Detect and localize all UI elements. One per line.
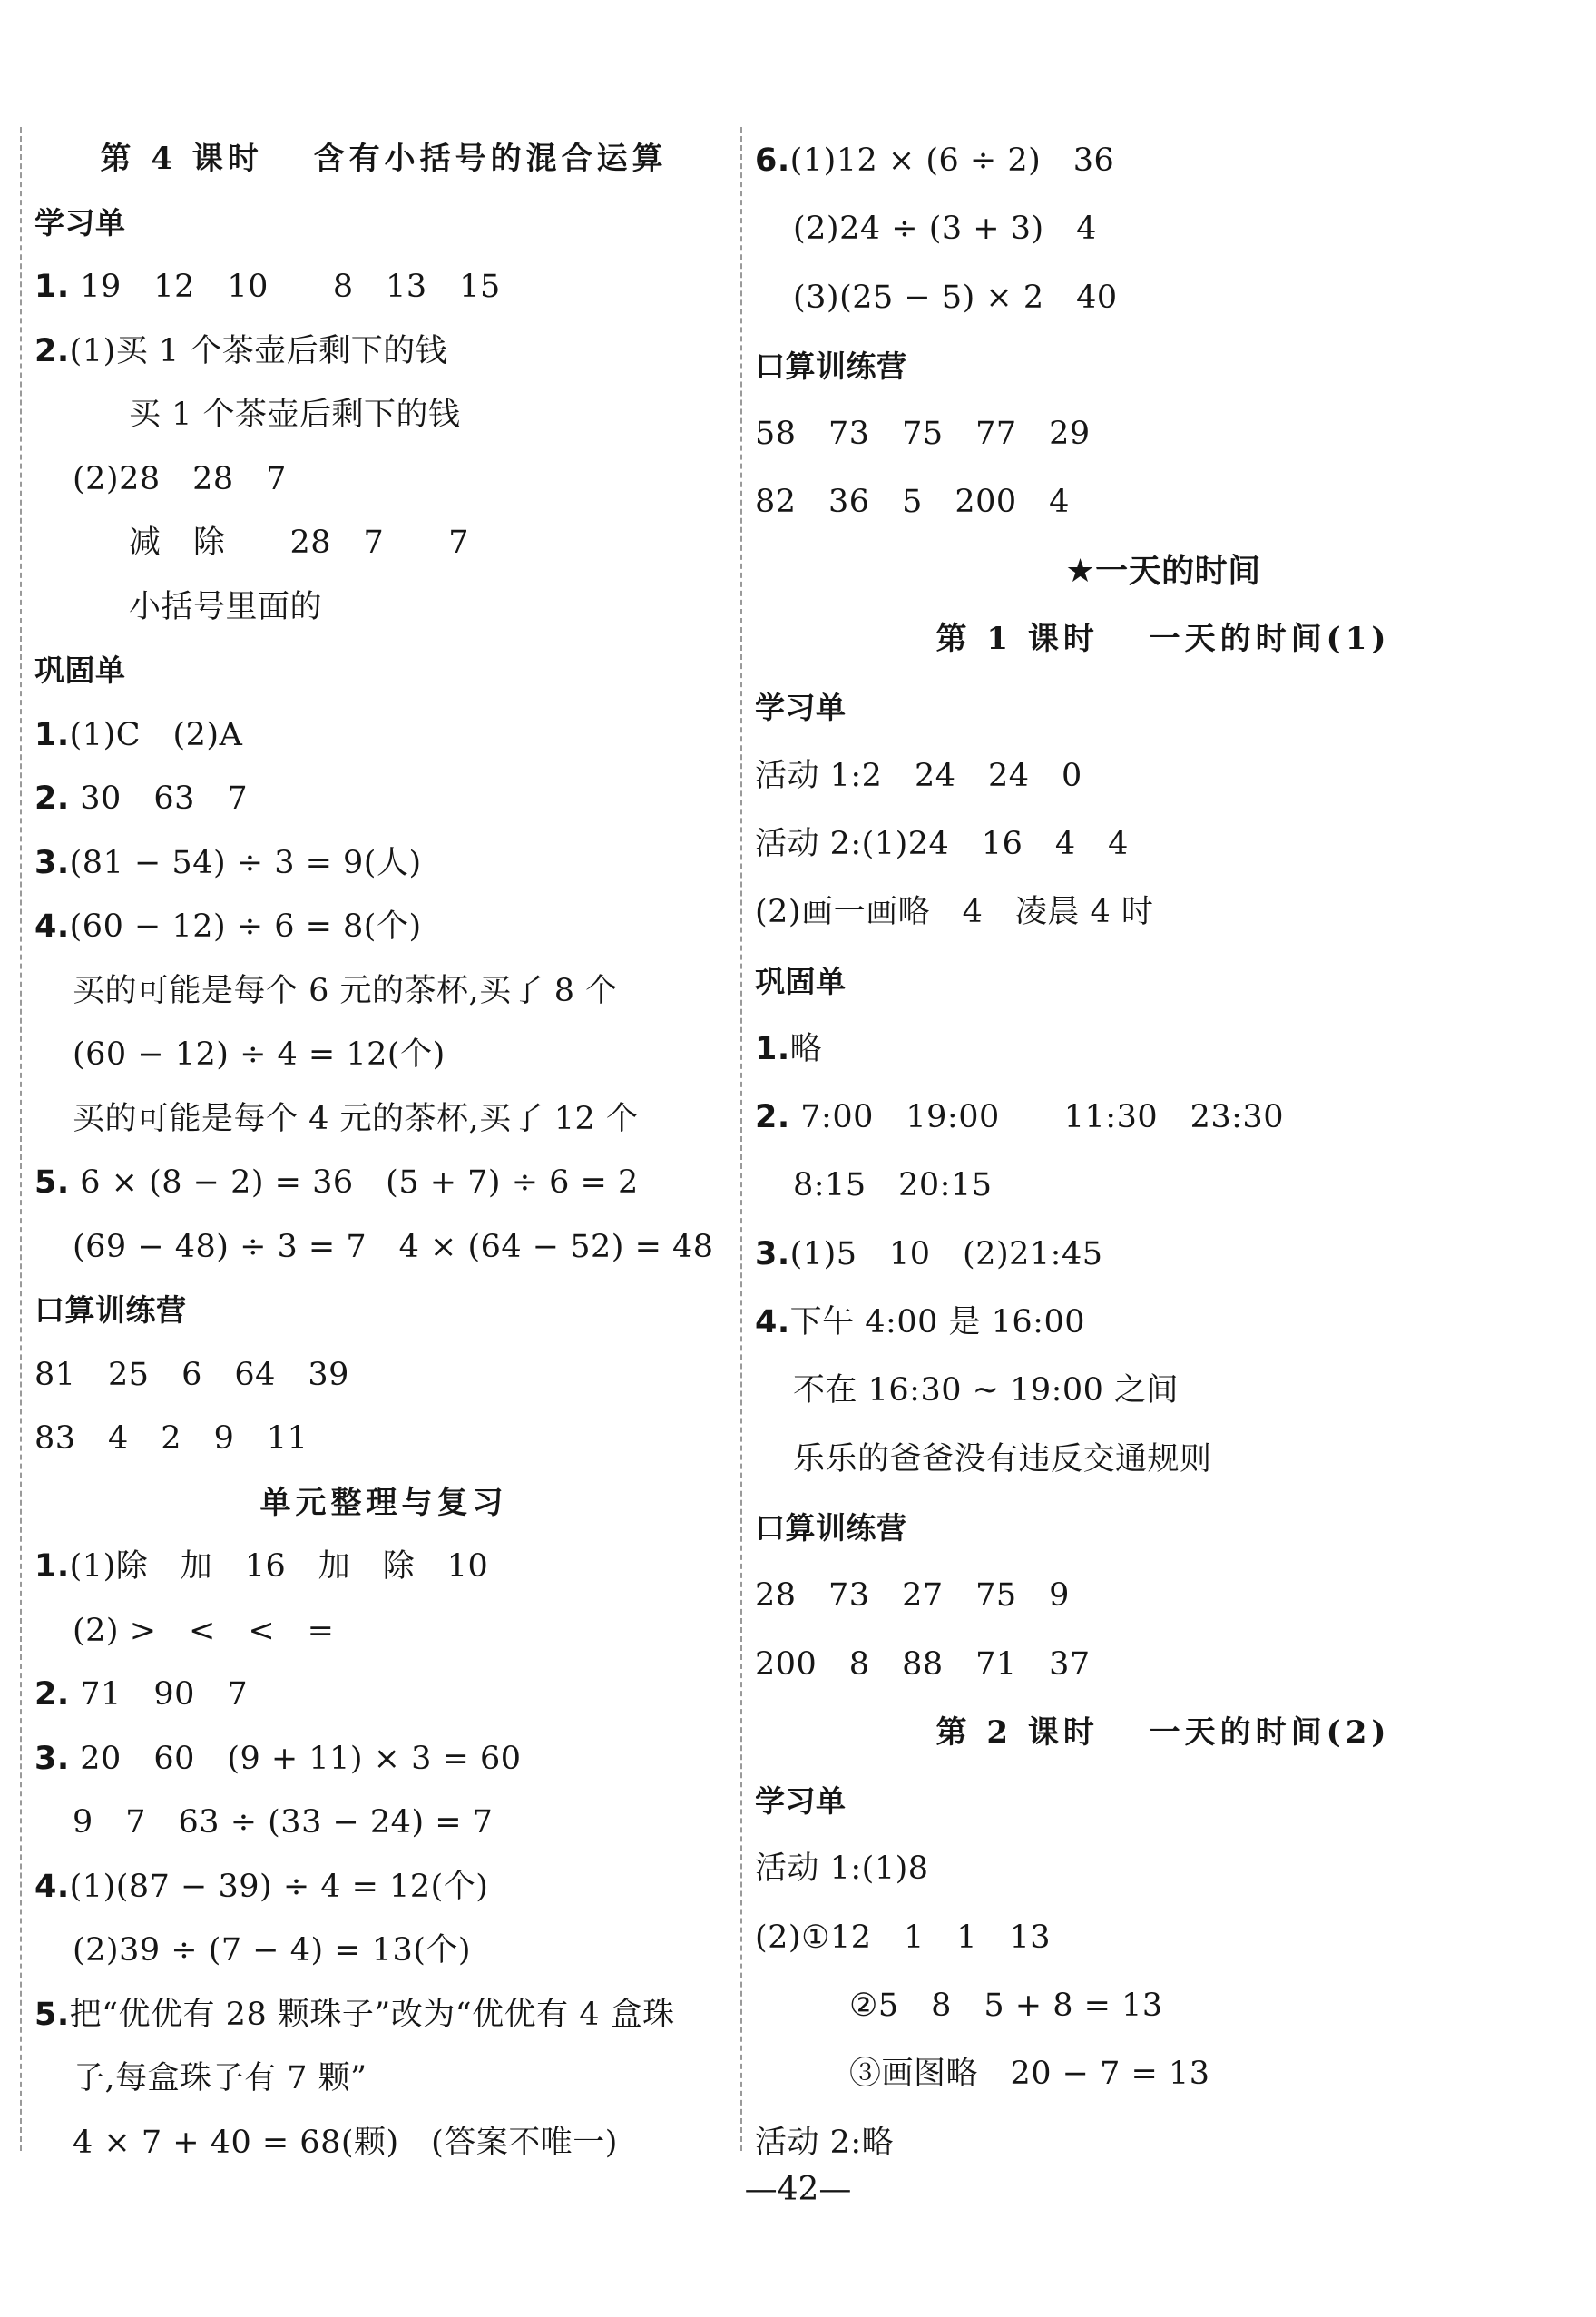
answer-item [34, 831, 733, 896]
answer-line: 买 1 个茶壶后剩下的钱 [129, 397, 461, 433]
item-text: (60 − 12) ÷ 6 = 8(个) [69, 908, 422, 945]
section-heading: 巩固单 [755, 963, 847, 999]
item-number: 6. [755, 142, 790, 179]
answer-line: 200 8 88 71 37 [755, 1645, 1091, 1683]
answer-line: 活动 1:(1)8 [755, 1851, 929, 1888]
lesson-heading: 第 4 课时 含有小括号的混合运算 [100, 141, 668, 177]
answer-line: 活动 2:略 [755, 2124, 895, 2161]
item-text: 下午 4:00 是 16:00 [789, 1304, 1085, 1341]
answer-item [34, 895, 733, 959]
answer-line: 活动 1:2 24 24 0 [755, 757, 1082, 794]
item-text: 20 60 (9 + 11) × 3 = 60 [69, 1740, 522, 1777]
answer-line: 83 4 2 9 11 [34, 1420, 308, 1457]
item-number: 2. [34, 332, 70, 369]
item-text: (1)买 1 个茶壶后剩下的钱 [69, 332, 448, 369]
page-number: —42— [744, 2171, 852, 2208]
answer-line: 4 × 7 + 40 = 68(颗) (答案不唯一) [73, 2124, 618, 2161]
right-column [755, 127, 1572, 2177]
answer-item [34, 1151, 733, 1215]
answer-line: (69 − 48) ÷ 3 = 7 4 × (64 − 52) = 48 [73, 1228, 714, 1265]
item-number: 3. [755, 1235, 790, 1272]
answer-item [34, 255, 733, 319]
answer-item [755, 1289, 1572, 1357]
item-text: (81 − 54) ÷ 3 = 9(人) [69, 844, 422, 881]
answer-line: ②5 8 5 + 8 = 13 [849, 1988, 1163, 2025]
item-number: 4. [755, 1304, 790, 1341]
answer-item [755, 1084, 1572, 1152]
lesson-heading: 第 2 课时 一天的时间(2) [935, 1713, 1391, 1751]
answer-line: (2) > < < = [73, 1612, 335, 1649]
item-text: 30 63 7 [69, 781, 249, 817]
answer-item [34, 1727, 733, 1792]
section-heading: 口算训练营 [755, 1509, 907, 1546]
answer-item [755, 127, 1572, 195]
answer-item [34, 1663, 733, 1727]
item-text: (1)C (2)A [69, 716, 243, 753]
section-heading: 口算训练营 [755, 348, 907, 384]
answer-line: 活动 2:(1)24 16 4 4 [755, 825, 1129, 862]
item-text: 7:00 19:00 11:30 23:30 [789, 1099, 1284, 1136]
item-number: 1. [34, 1548, 70, 1585]
item-number: 5. [34, 1996, 70, 2033]
answer-item [34, 1855, 733, 1919]
answer-line: 买的可能是每个 6 元的茶杯,买了 8 个 [73, 972, 618, 1009]
item-text: (1)(87 − 39) ÷ 4 = 12(个) [69, 1868, 489, 1905]
item-text: 19 12 10 8 13 15 [69, 269, 501, 305]
answer-line: (2)28 28 7 [73, 460, 287, 497]
item-text: (1)除 加 16 加 除 10 [69, 1548, 489, 1585]
answer-item [755, 1221, 1572, 1289]
lesson-heading: 单元整理与复习 [259, 1484, 508, 1521]
answer-line: 9 7 63 ÷ (33 − 24) = 7 [73, 1804, 494, 1841]
answer-line: 减 除 28 7 7 [129, 525, 470, 561]
answer-line: (2)画一画略 4 凌晨 4 时 [755, 894, 1154, 931]
section-heading: 口算训练营 [34, 1292, 187, 1328]
answer-line: 子,每盒珠子有 7 颗” [73, 2060, 367, 2096]
answer-line: 不在 16:30 ~ 19:00 之间 [793, 1372, 1180, 1409]
unit-heading: ★一天的时间 [1065, 552, 1261, 590]
answer-line: 乐乐的爸爸没有违反交通规则 [793, 1440, 1212, 1478]
section-heading: 巩固单 [34, 653, 126, 688]
answer-line: 58 73 75 77 29 [755, 416, 1091, 453]
answer-line: (3)(25 − 5) × 2 40 [793, 279, 1118, 316]
item-number: 2. [755, 1099, 790, 1136]
item-text: (1)5 10 (2)21:45 [789, 1235, 1103, 1272]
column-divider-dashed-rule [740, 127, 742, 2151]
item-number: 3. [34, 1740, 70, 1777]
left-margin-dashed-rule [20, 127, 22, 2151]
answer-line: (60 − 12) ÷ 4 = 12(个) [73, 1036, 446, 1073]
item-number: 1. [755, 1030, 790, 1067]
answer-line: (2)39 ÷ (7 − 4) = 13(个) [73, 1932, 472, 1968]
answer-item [34, 1983, 733, 2047]
answer-line: 82 36 5 200 4 [755, 484, 1070, 521]
item-number: 1. [34, 716, 70, 753]
item-number: 4. [34, 908, 70, 945]
item-number: 2. [34, 1676, 70, 1713]
section-heading: 学习单 [755, 690, 847, 726]
answer-item [34, 767, 733, 831]
answer-item [34, 1535, 733, 1599]
answer-line: 8:15 20:15 [793, 1167, 993, 1204]
item-number: 1. [34, 269, 70, 305]
section-heading: 学习单 [755, 1783, 847, 1820]
item-number: 3. [34, 844, 70, 881]
item-text: 71 90 7 [69, 1676, 249, 1713]
item-text: 6 × (8 − 2) = 36 (5 + 7) ÷ 6 = 2 [69, 1164, 639, 1201]
answer-line: ③画图略 20 − 7 = 13 [849, 2056, 1210, 2093]
answer-line: (2)24 ÷ (3 + 3) 4 [793, 211, 1097, 248]
answer-item [755, 1016, 1572, 1084]
item-number: 4. [34, 1868, 70, 1905]
answer-line: 81 25 6 64 39 [34, 1356, 349, 1393]
item-number: 5. [34, 1164, 70, 1201]
answer-item [34, 703, 733, 768]
item-number: 2. [34, 781, 70, 817]
answer-line: 买的可能是每个 4 元的茶杯,买了 12 个 [73, 1100, 639, 1137]
answer-line: (2)①12 1 1 13 [755, 1919, 1052, 1956]
section-heading: 学习单 [34, 204, 126, 241]
answer-item [34, 319, 733, 384]
item-text: 把“优优有 28 颗珠子”改为“优优有 4 盒珠 [69, 1996, 675, 2033]
answer-line: 小括号里面的 [129, 588, 323, 625]
item-text: 略 [789, 1030, 823, 1067]
answer-line: 28 73 27 75 9 [755, 1577, 1070, 1615]
item-text: (1)12 × (6 ÷ 2) 36 [789, 142, 1115, 179]
left-column [34, 127, 733, 2175]
lesson-heading: 第 1 课时 一天的时间(1) [935, 621, 1391, 658]
